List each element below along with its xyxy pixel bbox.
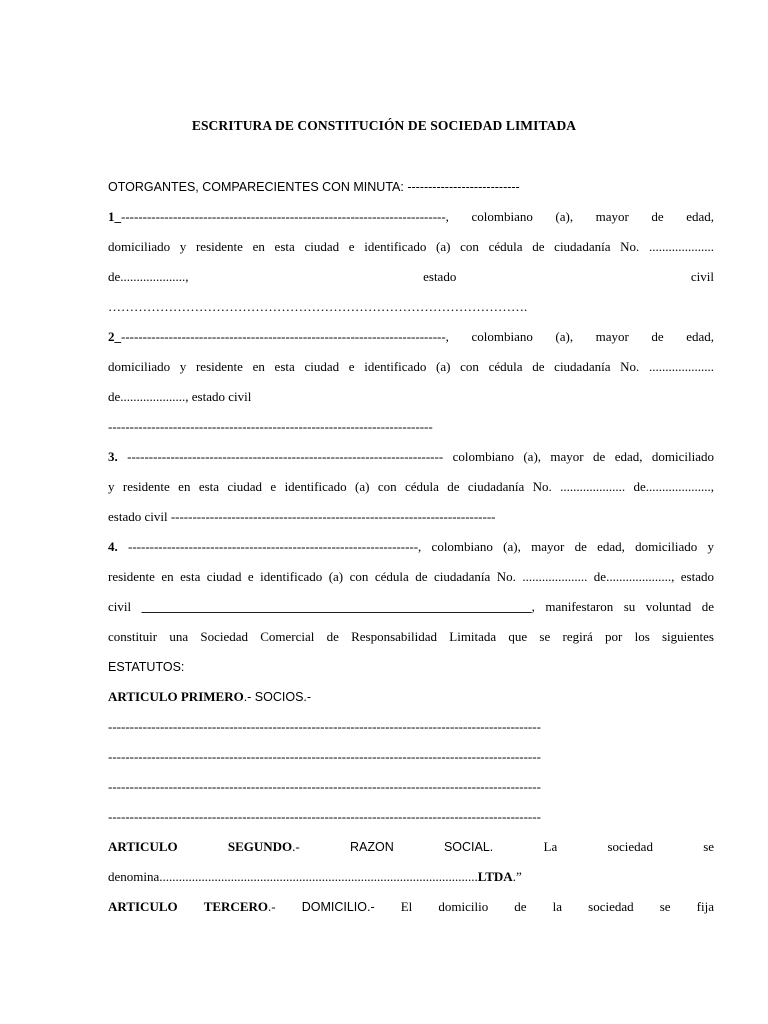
article-2-heading: ARTICULO SEGUNDO.- RAZON SOCIAL. La sociedad se (108, 839, 714, 854)
article-1-dash-line: ---------------------------------------------------------------------------------------------------- (108, 809, 541, 824)
p2-line-2: domiciliado y residente en esta ciudad e identificado (a) con cédula de ciudadanía No. .................... (108, 359, 714, 374)
estatutos-heading: ESTATUTOS: (108, 660, 185, 674)
article-3-heading: ARTICULO TERCERO.- DOMICILIO.- El domicilio de la sociedad se fija (108, 899, 714, 914)
p3-line-2: y residente en esta ciudad e identificado (a) con cédula de ciudadanía No. .................... de...................., (108, 479, 714, 494)
document-title: ESCRITURA DE CONSTITUCIÓN DE SOCIEDAD LIMITADA (191, 118, 577, 133)
p1-line-1: 1_---------------------------------------------------------------------------, colombiano (a), mayor de edad, (108, 209, 714, 224)
p3-number: 3. (108, 449, 118, 464)
article-1-dash-line: ---------------------------------------------------------------------------------------------------- (108, 779, 541, 794)
p3-line-1: 3. ------------------------------------------------------------------------- colombiano (a), mayor de edad, domiciliado (108, 449, 714, 464)
ltda-label: LTDA (477, 869, 513, 884)
article-1-dash-line: ---------------------------------------------------------------------------------------------------- (108, 749, 541, 764)
p4-line-1: 4. -------------------------------------------------------------------, colombiano (a), mayor de edad, domiciliado y (108, 539, 714, 554)
p2-line-1: 2_---------------------------------------------------------------------------, colombiano (a), mayor de edad, (108, 329, 714, 344)
p4-line-4: constituir una Sociedad Comercial de Responsabilidad Limitada que se regirá por los siguientes (108, 629, 714, 644)
p4-line-3: civil ____________________________________________________________, manifestaron su voluntad de (108, 599, 714, 614)
p1-line-2: domiciliado y residente en esta ciudad e identificado (a) con cédula de ciudadanía No. .................... (108, 239, 714, 254)
p2-line-4: --------------------------------------------------------------------------- (108, 419, 433, 434)
p4-number: 4. (108, 539, 118, 554)
p2-line-3: de...................., estado civil (108, 389, 252, 404)
p1-line-3: de...................., estado civil (108, 269, 714, 284)
article-2-line-2: denomina..................................................................................................LTDA.” (108, 869, 522, 884)
article-1-dash-line: ---------------------------------------------------------------------------------------------------- (108, 719, 541, 734)
p3-line-3: estado civil --------------------------------------------------------------------------- (108, 509, 496, 524)
p4-line-2: residente en esta ciudad e identificado (a) con cédula de ciudadanía No. .................... de...................., estado (108, 569, 714, 584)
p1-line-4: ……………………………………………………………………………………. (108, 299, 528, 314)
article-1-heading: ARTICULO PRIMERO.- SOCIOS.- (108, 689, 312, 704)
otorgantes-heading: OTORGANTES, COMPARECIENTES CON MINUTA: --------------------------- (108, 180, 520, 194)
estado-civil-blank: ____________________________________________________________ (141, 599, 532, 614)
p2-number: 2_ (108, 329, 121, 344)
p1-number: 1_ (108, 209, 121, 224)
